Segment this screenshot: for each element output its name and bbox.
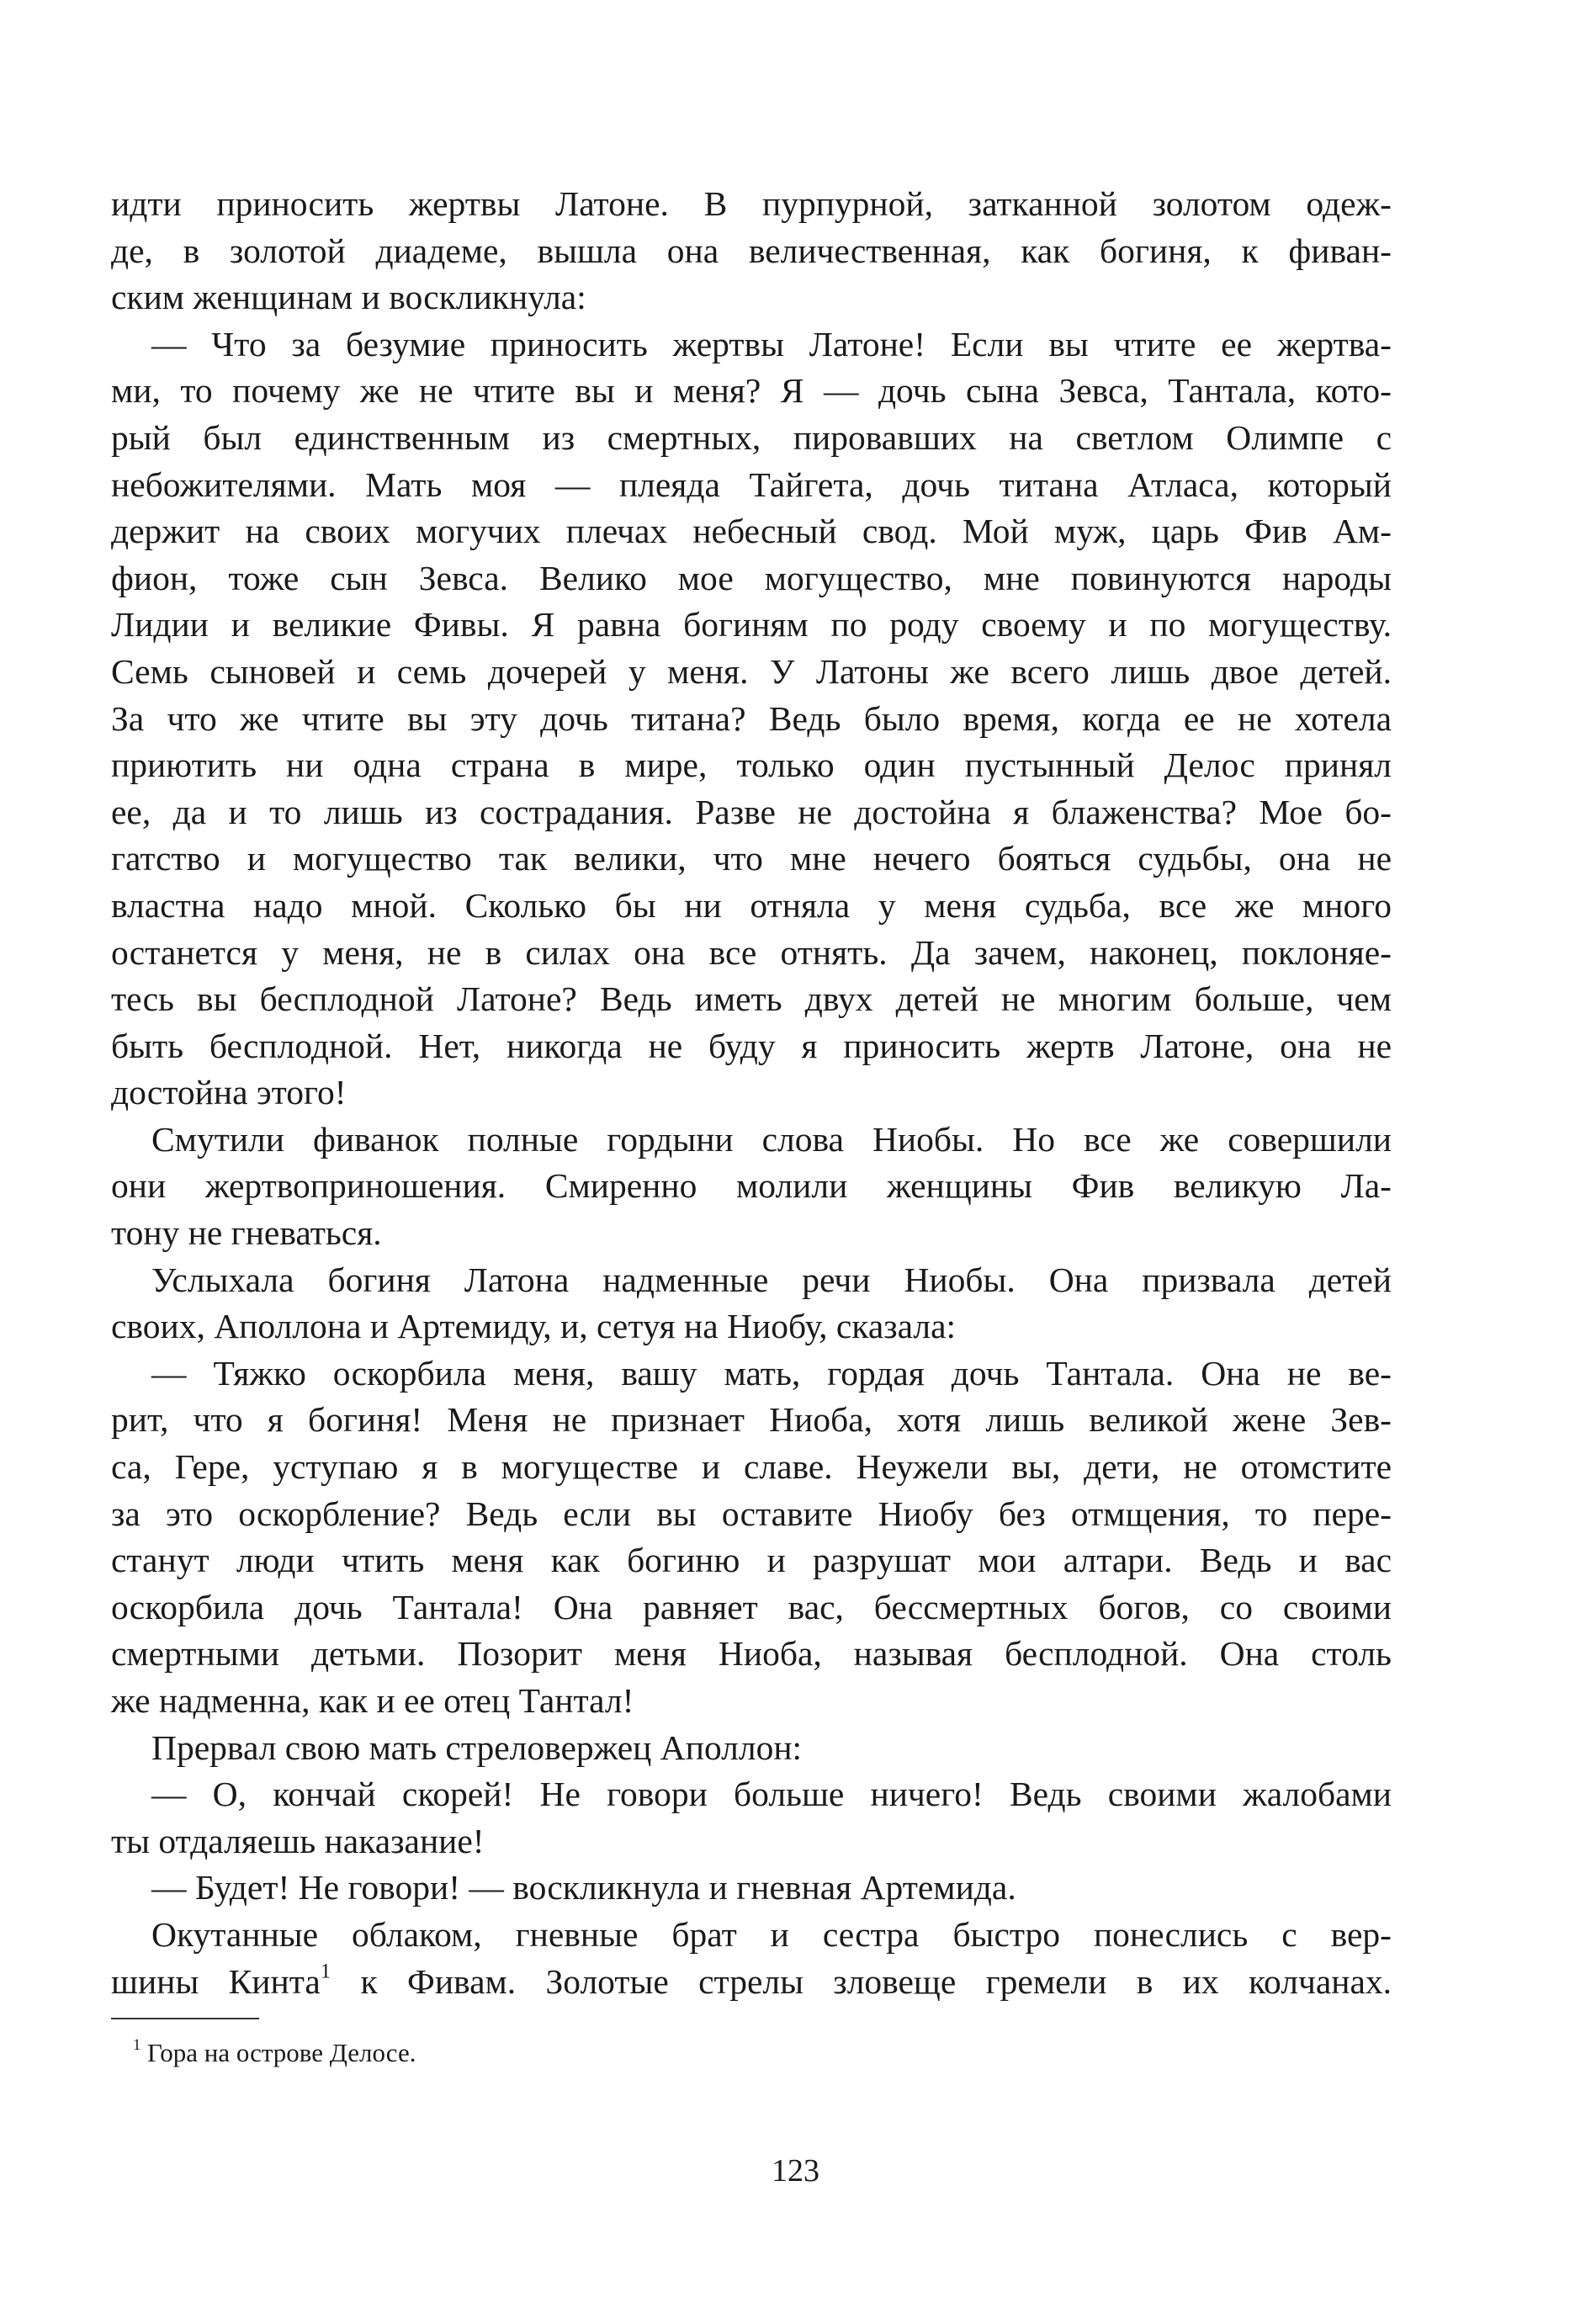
body-text-line: властна надо мной. Сколько бы ни отняла у меня судьба, все же много [111,885,1392,925]
body-text-line: Прервал свою мать стреловержец Аполлон: [151,1727,803,1767]
body-text-line: — О, кончай скорей! Не говори больше ничего! Ведь своими жалобами [151,1775,1392,1814]
body-text-line: достойна этого! [111,1073,347,1112]
body-text-line: небожителями. Мать моя — плеяда Тайгета, дочь титана Атласа, который [111,464,1392,504]
body-text-line: рит, что я богиня! Меня не признает Ниоба, хотя лишь великой жене Зев- [111,1400,1392,1440]
body-text-line: — Будет! Не говори! — воскликнула и гневная Артемида. [151,1868,1016,1907]
page-number: 123 [772,2153,819,2189]
body-text-line: Семь сыновей и семь дочерей у меня. У Латоны же всего лишь двое детей. [111,651,1392,691]
footnote-divider [111,2018,259,2019]
body-text-line: ее, да и то лишь из сострадания. Разве не достойна я блаженства? Мое бо- [111,792,1392,831]
body-text-line: де, в золотой диадеме, вышла она величественная, как богиня, к фиван- [111,231,1392,270]
body-text-line: са, Гере, уступаю я в могуществе и славе. Неужели вы, дети, не отомстите [111,1447,1392,1487]
body-text-line: За что же чтите вы эту дочь титана? Ведь было время, когда ее не хотела [111,698,1392,738]
footnote-text: Гора на острове Делосе. [141,2038,416,2067]
body-text-line: за это оскорбление? Ведь если вы оставите Ниобу без отмщения, то пере- [111,1494,1392,1533]
body-text-line: станут люди чтить меня как богиню и разрушат мои алтари. Ведь и вас [111,1541,1392,1580]
body-text-line: Смутили фиванок полные гордыни слова Ниобы. Но все же совершили [151,1119,1392,1159]
body-text-line: своих, Аполлона и Артемиду, и, сетуя на Ниобу, сказала: [111,1307,957,1346]
body-text-line: Лидии и великие Фивы. Я равна богиням по роду своему и по могуществу. [111,605,1392,645]
body-text-line: ты отдаляешь наказание! [111,1821,485,1860]
page-body [111,181,1392,1959]
body-text-line: оскорбила дочь Тантала! Она равняет вас, бессмертных богов, со своими [111,1587,1392,1626]
body-text-line: тону не гневаться. [111,1213,382,1253]
body-text-line: они жертвоприношения. Смиренно молили женщины Фив великую Ла- [111,1166,1392,1206]
footnote [133,2036,416,2070]
body-text-line: же надменна, как и ее отец Тантал! [111,1681,634,1720]
footnote-reference-marker: 1 [320,1960,331,1983]
body-text-line: Окутанные облаком, гневные брат и сестра быстро понеслись с вер- [151,1914,1392,1954]
body-text-line: ским женщинам и воскликнула: [111,278,586,317]
body-text-line: гатство и могущество так велики, что мне нечего бояться судьбы, она не [111,839,1392,878]
body-text-line: останется у меня, не в силах она все отнять. Да зачем, наконец, поклоняе- [111,932,1392,972]
final-line-text-after: к Фивам. Золотые стрелы зловеще гремели в их колчанах. [331,1962,1392,2001]
body-text-line: тесь вы бесплодной Латоне? Ведь иметь двух детей не многим больше, чем [111,979,1392,1019]
body-text-line: рый был единственным из смертных, пировавших на светлом Олимпе с [111,417,1392,457]
body-text-line: идти приносить жертвы Латоне. В пурпурной, затканной золотом одеж- [111,184,1392,223]
footnote-marker: 1 [133,2036,141,2055]
final-line-text-before: шины Кинта [111,1962,321,2001]
body-text-line: держит на своих могучих плечах небесный свод. Мой муж, царь Фив Ам- [111,512,1392,551]
body-text-line: фион, тоже сын Зевса. Велико мое могущество, мне повинуются народы [111,558,1392,597]
body-text-line: — Что за безумие приносить жертвы Латоне! Если вы чтите ее жертва- [151,324,1392,363]
body-final-line [111,1959,1392,2006]
body-text-line: Услыхала богиня Латона надменные речи Ниобы. Она призвала детей [151,1260,1392,1299]
body-text-line: приютить ни одна страна в мире, только один пустынный Делос принял [111,745,1392,785]
body-text-line: ми, то почему же не чтите вы и меня? Я — дочь сына Зевса, Тантала, кото- [111,371,1392,411]
body-text-line: — Тяжко оскорбила меня, вашу мать, гордая дочь Тантала. Она не ве- [151,1353,1392,1393]
body-text-line: быть бесплодной. Нет, никогда не буду я приносить жертв Латоне, она не [111,1026,1392,1065]
body-text-line: смертными детьми. Позорит меня Ниоба, называя бесплодной. Она столь [111,1634,1392,1674]
